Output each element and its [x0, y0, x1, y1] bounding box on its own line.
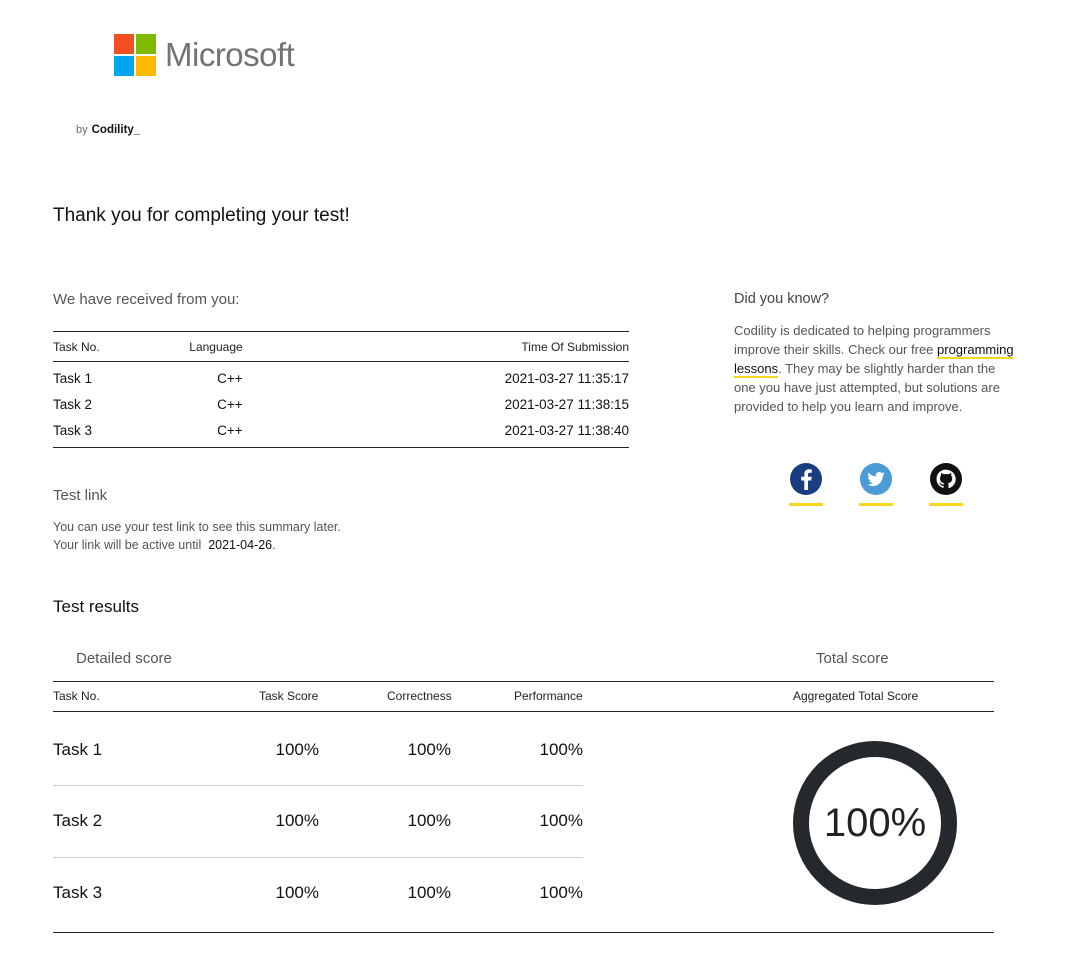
facebook-icon: [789, 462, 823, 496]
divider: [53, 681, 994, 682]
col-aggregated-total: Aggregated Total Score: [793, 689, 919, 703]
detailed-score-heading: Detailed score: [76, 650, 172, 667]
col-correctness: Correctness: [387, 689, 452, 703]
microsoft-logo-icon: [114, 34, 156, 76]
received-heading: We have received from you:: [53, 291, 240, 308]
divider: [53, 932, 994, 933]
table-row: Task 2 C++ 2021-03-27 11:38:15: [53, 396, 629, 412]
col-time: Time Of Submission: [471, 332, 629, 362]
col-task-no: Task No.: [53, 332, 112, 362]
col-language: Language: [112, 332, 470, 362]
test-link-description: You can use your test link to see this summary later. Your link will be active until 2021-04-26.: [53, 520, 341, 552]
total-score-heading: Total score: [816, 650, 889, 667]
twitter-link[interactable]: [858, 462, 894, 506]
twitter-icon: [859, 462, 893, 496]
facebook-link[interactable]: [788, 462, 824, 506]
by-codility: by Codility_: [76, 124, 141, 136]
microsoft-logo: [114, 34, 294, 76]
table-row: Task 3 100% 100% 100%: [53, 883, 583, 902]
divider: [53, 711, 994, 712]
test-link-heading: Test link: [53, 487, 108, 504]
table-row: Task 2 100% 100% 100%: [53, 811, 583, 830]
total-score-value: 100%: [823, 800, 927, 845]
test-results-heading: Test results: [53, 597, 139, 616]
table-row: Task 1 C++ 2021-03-27 11:35:17: [53, 370, 629, 386]
codility-logo: Codility_: [91, 124, 141, 136]
did-you-know-text: Codility is dedicated to helping programmers improve their skills. Check our free programming lessons. They may be slightly harder than the one you have just attempted, but solutions are provided to help you learn and improve.: [734, 323, 1014, 414]
col-task-score: Task Score: [259, 689, 319, 703]
table-row: Task 3 C++ 2021-03-27 11:38:40: [53, 419, 629, 448]
github-link[interactable]: [928, 462, 964, 506]
github-icon: [929, 462, 963, 496]
col-task-no: Task No.: [53, 689, 100, 703]
divider: [53, 785, 583, 786]
page-title: Thank you for completing your test!: [53, 205, 350, 226]
submission-table: [53, 331, 629, 448]
programming-lessons-link[interactable]: programming lessons: [734, 342, 1014, 376]
table-row: Task 1 100% 100% 100%: [53, 740, 583, 759]
did-you-know-heading: Did you know?: [734, 291, 830, 307]
col-performance: Performance: [514, 689, 583, 703]
divider: [53, 857, 583, 858]
company-name: Microsoft: [165, 36, 295, 73]
link-expiry-date: 2021-04-26: [208, 538, 273, 552]
